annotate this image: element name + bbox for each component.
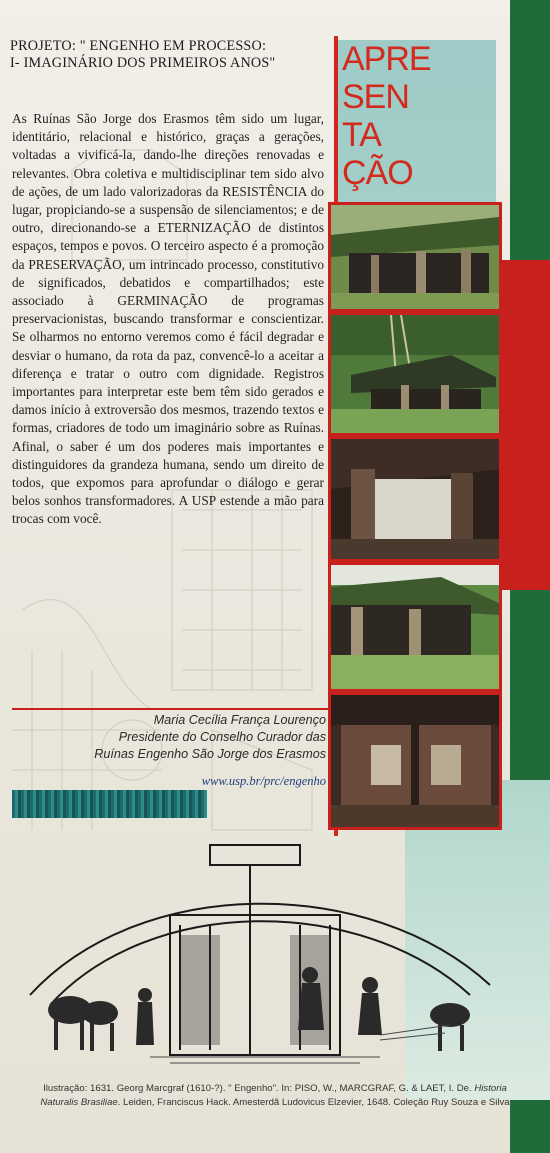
ruins-photo-5 [328,692,502,830]
apresentacao-heading [342,40,492,192]
caption-text: Ilustração: 1631. Georg Marcgraf (1610-?). " Engenho". In: PISO, W., MARCGRAF, G. & LAET, I. De. [43,1083,475,1094]
project-title-line2: I- IMAGINÁRIO DOS PRIMEIROS ANOS" [10,55,276,71]
signature-name: Maria Cecília França Lourenço [153,713,326,727]
presentation-text [12,110,324,529]
caption-italic: Historia [474,1083,507,1094]
signature-role-1: Presidente do Conselho Curador das [118,730,326,744]
heading-syllable: TA [342,116,381,154]
signature-block [10,712,326,763]
project-title [10,38,330,72]
caption-text: . Leiden, Franciscus Hack. Amesterdã Ludovicus Elzevier, 1648. Coleção Ruy Souza e Silva [117,1097,510,1108]
caption-line-2 [12,1096,538,1110]
heading-syllable: ÇÃO [342,154,413,192]
caption-line-1 [12,1082,538,1096]
ruins-photo-2 [328,312,502,436]
project-url-link[interactable]: www.usp.br/prc/engenho [201,774,326,788]
presentation-paragraph: As Ruínas São Jorge dos Erasmos têm sido um lugar, identitário, relacional e histórico, graças a gerações, voltadas a vivificá-la, dando-lhe direções renovadas e relevantes. Obra coletiva e multidisciplinar tem sido alvo de ações, de um lado valorizadoras da RESISTÊNCIA do lugar, propiciando-se a suspensão de silenciamentos; e de outro, direcionando-se a ETERNIZAÇÃO de distintos espaços, tempos e povos. O terceiro aspecto é a promoção da PRESERVAÇÃO, um intrincado processo, constitutivo de significados, debatidos e compartilhados; este associado à GERMINAÇÃO de programas preservacionistas, buscando transformar e conscientizar. Se olharmos no entorno veremos como é fácil degradar e desviar o humano, da rota da paz, convencê-lo a aceitar a diferença e tratar o outro com dignidade. Registros importantes para interpretar este bem têm sido gerados e damos início à extroversão dos mesmos, trazendo textos e formas, criadores de todo um imaginário sobre as Ruínas. Afinal, o saber é um dos poderes mais importantes e distinguidores da grandeza humana, sendo um direito de todos, que expomos para aprofundar o diálogo e gerar belos sonhos transformadores. A USP estende a mão para trocas com você. [12,111,324,527]
illustration-caption [12,1082,538,1110]
signature-role-2: Ruínas Engenho São Jorge dos Erasmos [94,747,326,761]
ruins-photo-3 [328,436,502,562]
teal-texture-strip [12,790,207,818]
caption-italic: Naturalis Brasiliae [40,1097,118,1108]
engenho-engraving [20,835,500,1070]
heading-syllable: SEN [342,78,409,116]
ruins-photo-4 [328,562,502,692]
heading-syllable: APRE [342,40,431,78]
signature-divider [12,708,328,710]
project-title-line1: PROJETO: " ENGENHO EM PROCESSO: [10,38,267,54]
ruins-photo-1 [328,202,502,312]
